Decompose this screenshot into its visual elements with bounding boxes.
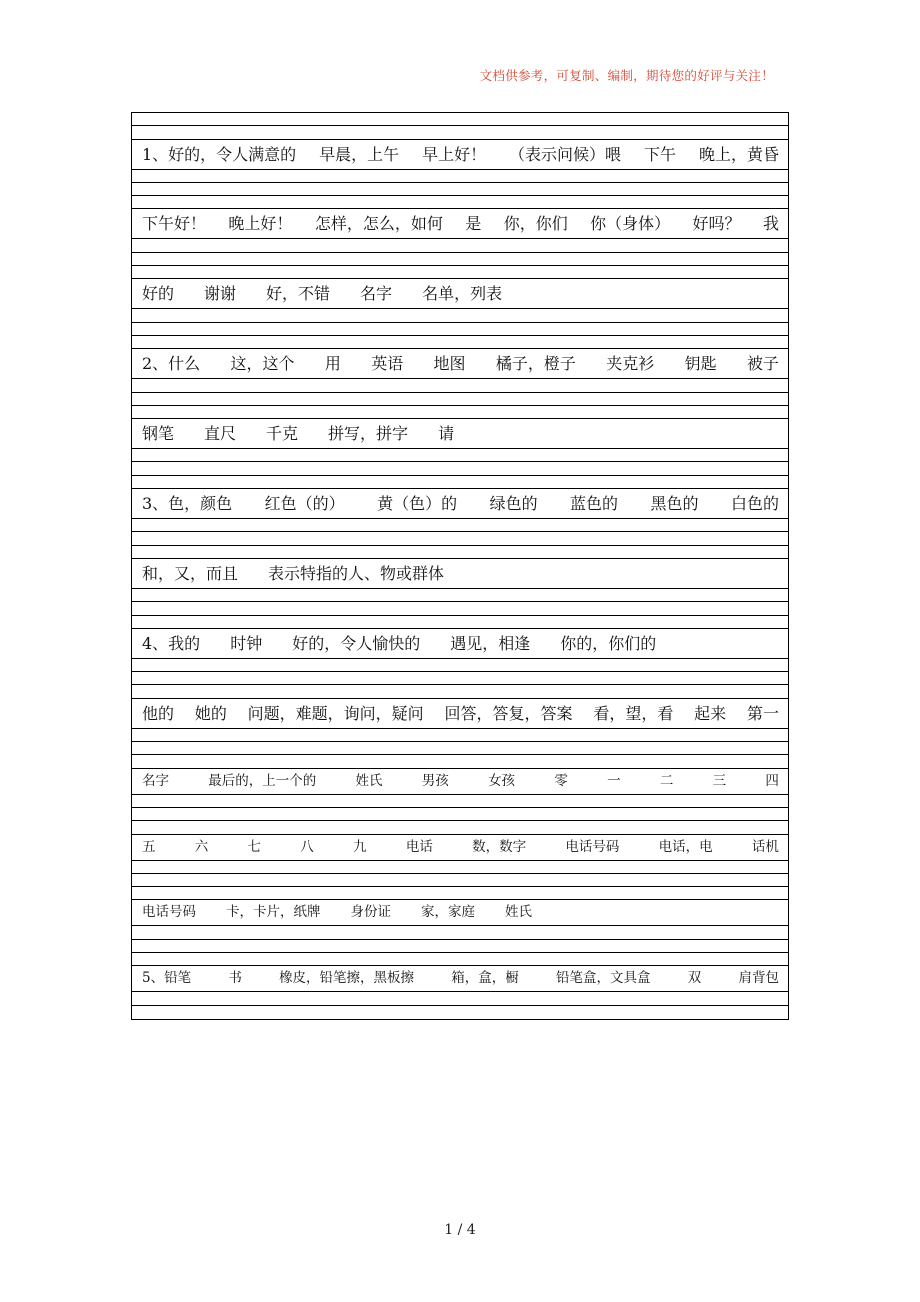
- vocab-row: [132, 140, 788, 170]
- vocab-word: 起来: [694, 703, 727, 723]
- vocab-row: [132, 966, 788, 992]
- vocab-word: 用: [324, 354, 341, 374]
- vocab-word: 八: [300, 838, 314, 855]
- vocab-word: 她的: [194, 703, 227, 723]
- blank-rule-row: [132, 406, 788, 419]
- vocab-word: 名字: [360, 284, 393, 304]
- blank-rule-row: [132, 170, 788, 183]
- vocab-word: 好的，令人愉快的: [292, 633, 421, 653]
- vocab-word: 身份证: [350, 904, 391, 921]
- vocab-word: 橘子，橙子: [495, 354, 576, 374]
- vocab-word: 好的: [142, 284, 175, 304]
- vocab-word: 怎样，怎么，如何: [314, 214, 443, 234]
- blank-rule-row: [132, 1006, 788, 1019]
- vocab-word: 下午: [643, 144, 676, 164]
- vocab-word: 四: [765, 772, 779, 789]
- vocab-word: 千克: [266, 424, 299, 444]
- header-note: 文档供参考，可复制、编制，期待您的好评与关注！: [479, 68, 774, 83]
- vocab-word: 回答，答复，答案: [444, 703, 573, 723]
- blank-rule-row: [132, 183, 788, 196]
- blank-rule-row: [132, 309, 788, 322]
- vocab-word: 你，你们: [503, 214, 568, 234]
- vocab-word: 六: [194, 838, 209, 855]
- vocab-word: （表示问候）喂: [509, 144, 622, 164]
- vocab-word: 早晨，上午: [319, 144, 400, 164]
- vocab-word: 被子: [746, 354, 779, 374]
- blank-rule-row: [132, 323, 788, 336]
- vocab-word: 五: [142, 838, 156, 855]
- vocab-word: 肩背包: [738, 970, 779, 987]
- vocab-word: 红色（的）: [264, 494, 345, 514]
- blank-rule-row: [132, 462, 788, 475]
- vocab-word: 二: [659, 772, 674, 789]
- vocab-row-words: [142, 562, 779, 585]
- blank-rule-row: [132, 113, 788, 126]
- blank-rule-row: [132, 266, 788, 279]
- vocab-word: 4、我的: [142, 633, 201, 653]
- vocab-word: 表示特指的人、物或群体: [268, 563, 445, 583]
- vocab-word: 钢笔: [142, 424, 175, 444]
- blank-rule-row: [132, 253, 788, 266]
- blank-rule-row: [132, 953, 788, 966]
- blank-rule-row: [132, 602, 788, 615]
- blank-rule-row: [132, 616, 788, 629]
- blank-rule-row: [132, 589, 788, 602]
- blank-rule-row: [132, 546, 788, 559]
- vocab-row-words: [142, 282, 779, 305]
- vocab-word: 直尺: [204, 424, 237, 444]
- vocab-word: 电话: [405, 838, 433, 855]
- blank-rule-row: [132, 821, 788, 834]
- vocab-word: 2、什么: [142, 354, 201, 374]
- vocab-word: 电话号码: [142, 904, 196, 921]
- blank-rule-row: [132, 239, 788, 252]
- vocab-word: 双: [687, 970, 702, 987]
- vocab-row: [132, 489, 788, 519]
- vocab-word: 绿色的: [489, 494, 538, 514]
- vocab-word: 卡，卡片，纸牌: [226, 904, 321, 921]
- vocab-row: [132, 279, 788, 309]
- vocab-row-words: [142, 968, 779, 989]
- vocab-row-words: [142, 352, 779, 375]
- vocab-row-words: [142, 422, 779, 445]
- vocab-row-words: [142, 837, 779, 858]
- vocab-word: 你的，你们的: [560, 633, 657, 653]
- vocab-row: [132, 900, 788, 926]
- vocab-word: 第一: [746, 703, 779, 723]
- vocab-word: 3、色，颜色: [142, 494, 233, 514]
- blank-rule-row: [132, 861, 788, 874]
- vocab-word: 和，又，而且: [142, 563, 239, 583]
- vocab-word: 名字: [142, 772, 169, 789]
- vocab-word: 数，数字: [472, 838, 527, 855]
- vocab-row: [132, 835, 788, 861]
- vocab-word: 一: [607, 772, 621, 789]
- vocab-row-words: [142, 771, 779, 792]
- page-number: 1 / 4: [444, 1222, 476, 1238]
- blank-rule-row: [132, 393, 788, 406]
- vocab-row: [132, 629, 788, 659]
- blank-rule-row: [132, 659, 788, 672]
- blank-rule-row: [132, 196, 788, 209]
- vocab-row-words: [142, 702, 779, 725]
- blank-rule-row: [132, 795, 788, 808]
- vocab-row: [132, 419, 788, 449]
- vocab-word: 看，望，看: [593, 703, 674, 723]
- blank-rule-row: [132, 379, 788, 392]
- vocab-word: 男孩: [421, 772, 449, 789]
- vocab-word: 箱，盒，橱: [451, 970, 519, 987]
- blank-rule-row: [132, 874, 788, 887]
- blank-rule-row: [132, 940, 788, 953]
- blank-rule-row: [132, 519, 788, 532]
- vocab-word: 问题，难题，询问，疑问: [247, 703, 424, 723]
- vocab-word: 这，这个: [230, 354, 295, 374]
- vocab-row-words: [142, 212, 779, 235]
- vocab-row: [132, 349, 788, 379]
- vocab-word: 蓝色的: [570, 494, 619, 514]
- vocab-word: 1、好的，令人满意的: [142, 144, 297, 164]
- vocab-row: [132, 209, 788, 239]
- vocab-word: 电话号码: [565, 838, 620, 855]
- blank-rule-row: [132, 808, 788, 821]
- vocab-word: 零: [554, 772, 568, 789]
- vocab-word: 早上好！: [422, 144, 487, 164]
- vocab-word: 最后的，上一个的: [208, 772, 317, 789]
- vocabulary-grid: [131, 112, 789, 1020]
- vocab-word: 谢谢: [204, 284, 237, 304]
- vocab-word: 他的: [142, 703, 175, 723]
- vocab-row: [132, 769, 788, 795]
- vocab-word: 女孩: [488, 772, 516, 789]
- vocab-word: 拼写，拼字: [328, 424, 409, 444]
- vocab-word: 姓氏: [505, 904, 532, 921]
- vocab-row: [132, 699, 788, 729]
- vocab-word: 书: [228, 970, 242, 987]
- vocab-word: 好吗？: [692, 214, 741, 234]
- vocab-word: 5、铅笔: [142, 970, 192, 987]
- vocab-row: [132, 559, 788, 589]
- vocab-row-words: [142, 143, 779, 166]
- vocab-word: 九: [353, 838, 367, 855]
- blank-rule-row: [132, 449, 788, 462]
- vocab-word: 电话，电: [658, 838, 713, 855]
- blank-rule-row: [132, 887, 788, 900]
- vocab-word: 铅笔盒，文具盒: [556, 970, 651, 987]
- vocab-word: 名单，列表: [422, 284, 503, 304]
- vocab-word: 钥匙: [684, 354, 717, 374]
- blank-rule-row: [132, 755, 788, 768]
- vocab-word: 你（身体）: [590, 214, 671, 234]
- vocab-word: 是: [465, 214, 482, 234]
- vocab-word: 白色的: [730, 494, 779, 514]
- vocab-word: 晚上，黄昏: [698, 144, 779, 164]
- blank-rule-row: [132, 532, 788, 545]
- vocab-word: 姓氏: [355, 772, 383, 789]
- vocab-word: 七: [247, 838, 262, 855]
- blank-rule-row: [132, 476, 788, 489]
- vocab-word: 晚上好！: [228, 214, 293, 234]
- vocab-word: 我: [762, 214, 779, 234]
- blank-rule-row: [132, 992, 788, 1005]
- blank-rule-row: [132, 742, 788, 755]
- blank-rule-row: [132, 672, 788, 685]
- vocab-word: 遇见，相逢: [450, 633, 531, 653]
- vocab-word: 好，不错: [266, 284, 331, 304]
- vocab-word: 夹克衫: [606, 354, 655, 374]
- vocab-word: 地图: [433, 354, 466, 374]
- vocab-word: 话机: [751, 838, 779, 855]
- blank-rule-row: [132, 336, 788, 349]
- vocab-word: 下午好！: [142, 214, 207, 234]
- vocab-word: 请: [438, 424, 455, 444]
- vocab-row-words: [142, 632, 779, 655]
- vocab-word: 三: [712, 772, 727, 789]
- vocab-word: 家，家庭: [421, 904, 475, 921]
- blank-rule-row: [132, 685, 788, 698]
- vocab-word: 黑色的: [650, 494, 699, 514]
- vocab-row-words: [142, 492, 779, 515]
- vocab-word: 黄（色）的: [377, 494, 458, 514]
- blank-rule-row: [132, 926, 788, 939]
- vocab-row-words: [142, 902, 779, 923]
- vocab-word: 橡皮，铅笔擦，黑板擦: [279, 970, 415, 987]
- blank-rule-row: [132, 729, 788, 742]
- vocab-word: 英语: [371, 354, 404, 374]
- vocab-word: 时钟: [230, 633, 263, 653]
- blank-rule-row: [132, 126, 788, 139]
